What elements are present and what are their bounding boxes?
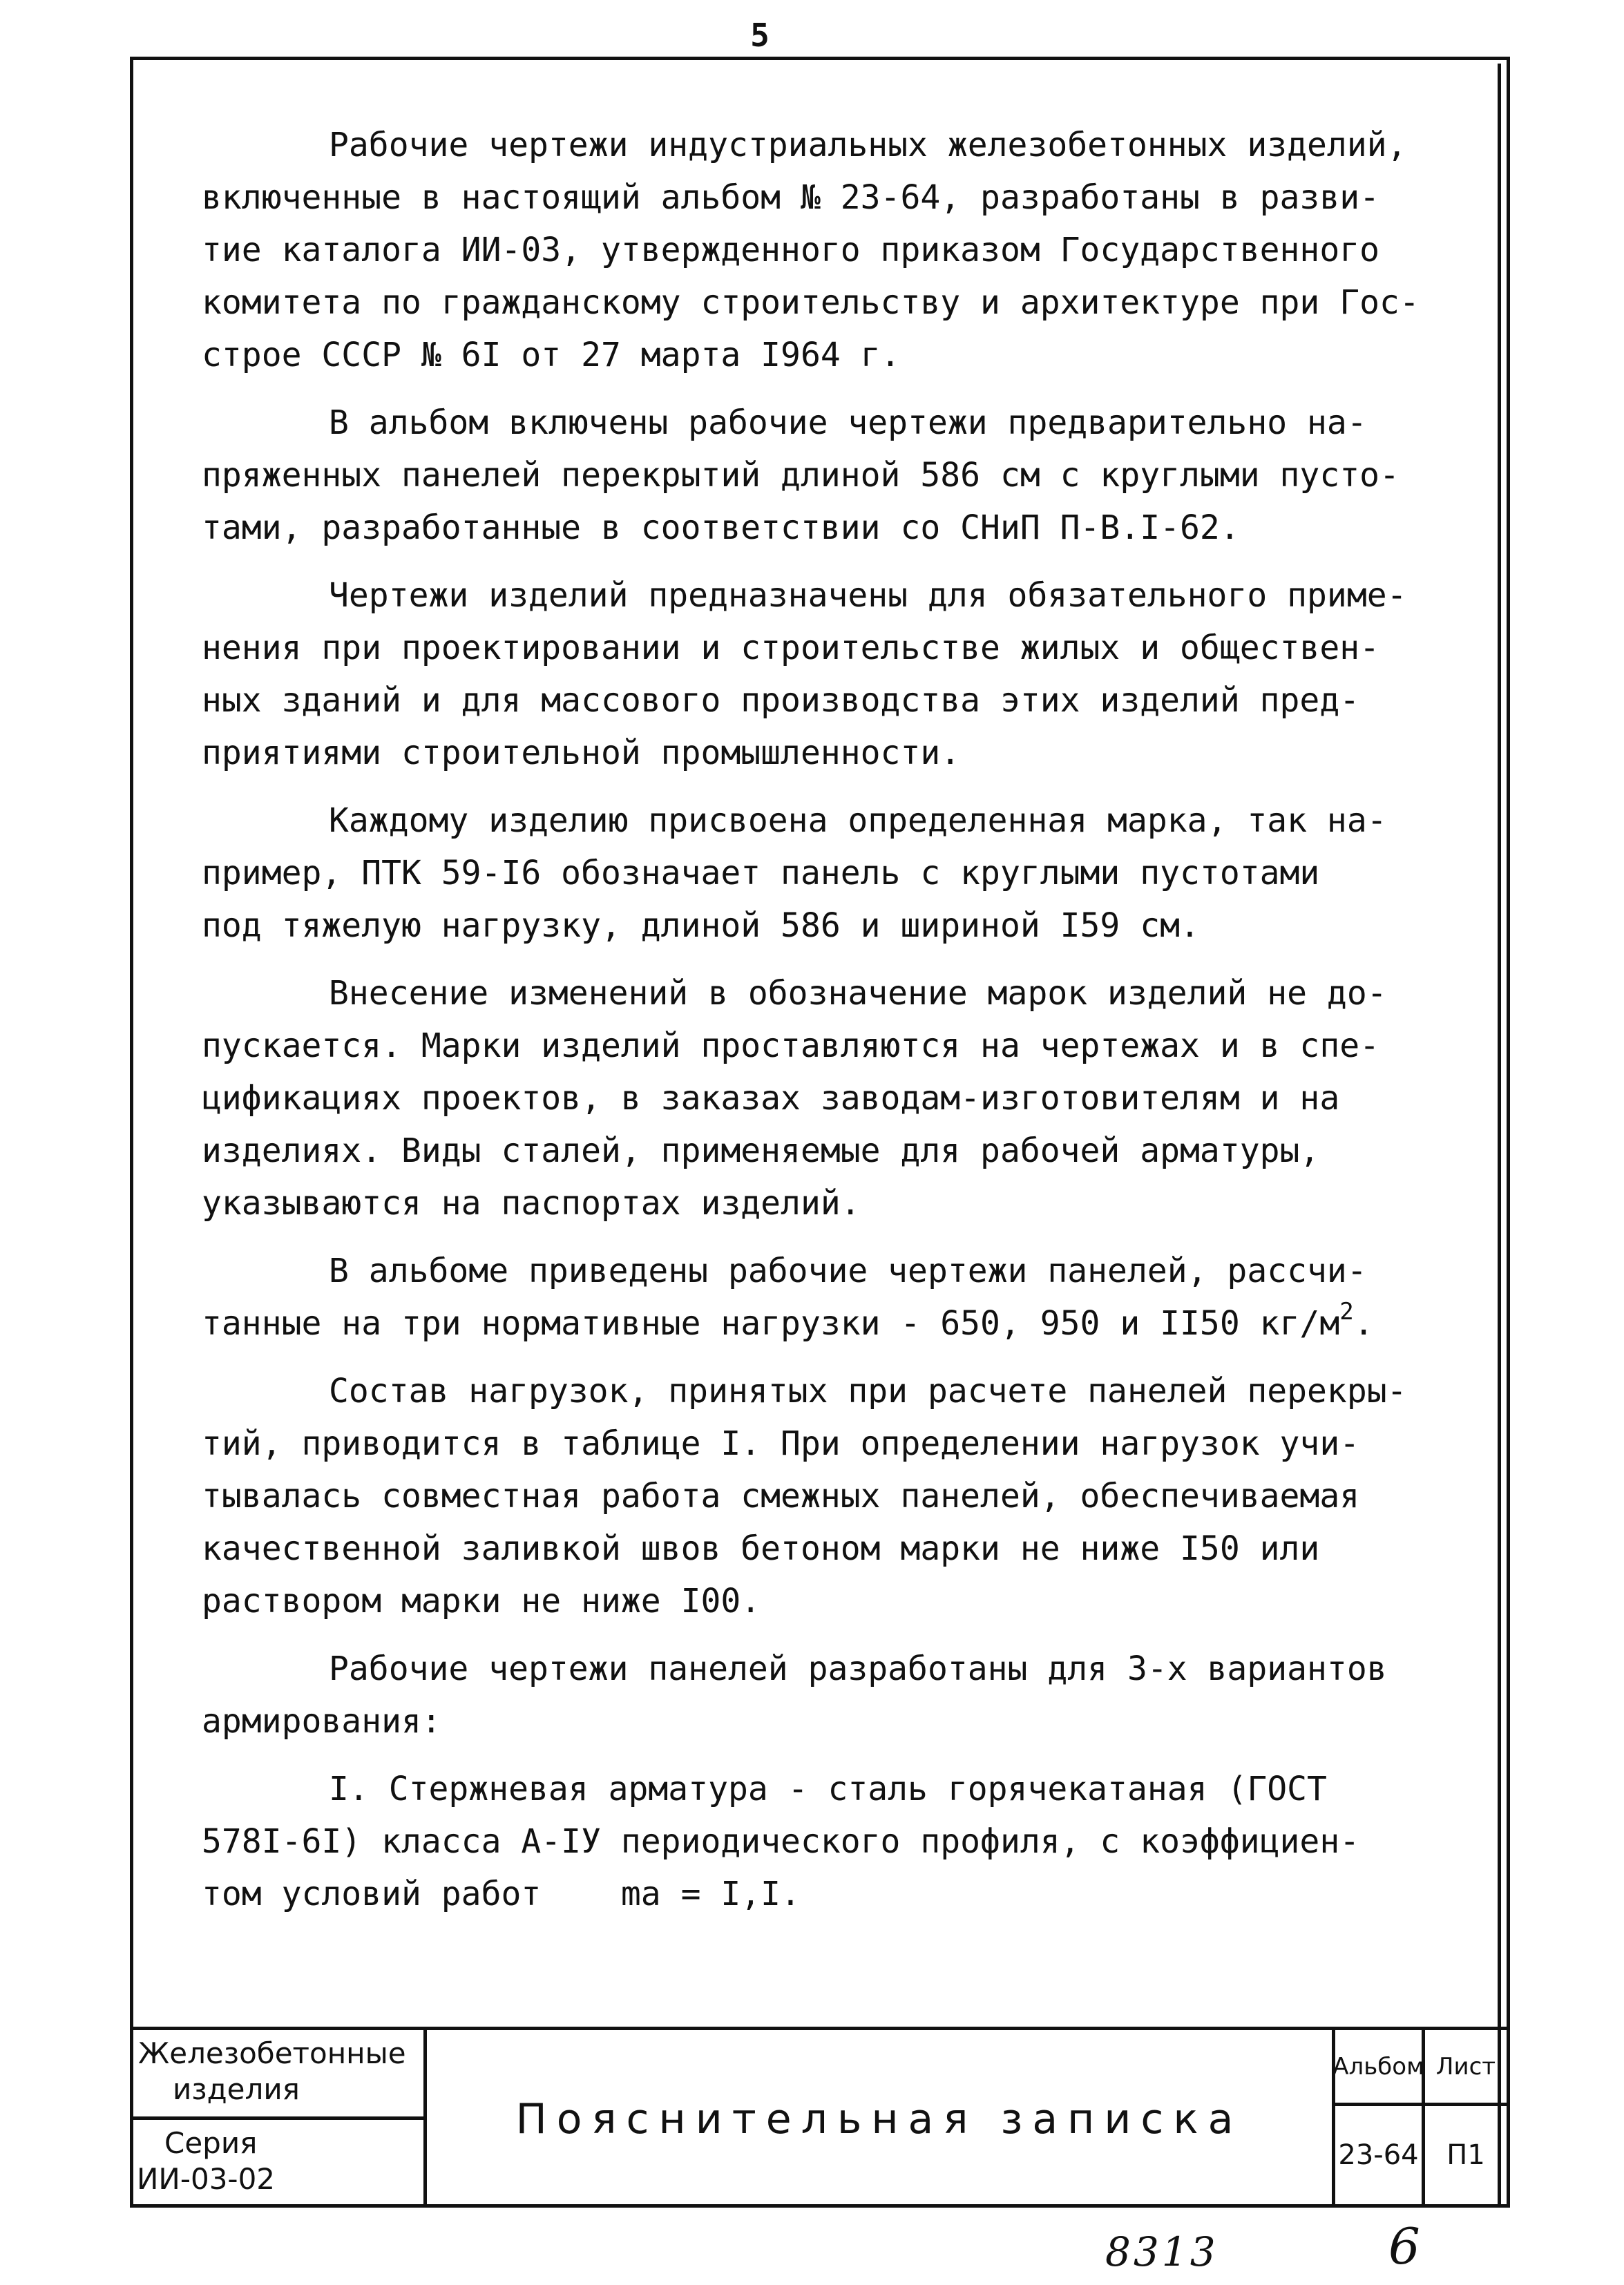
album-label: Альбом [1335, 2030, 1422, 2106]
org-line-2: изделия [173, 2072, 300, 2106]
text-line: В альбом включены рабочие чертежи предварительно на- [329, 403, 1367, 442]
text-line: Состав нагрузок, принятых при расчете панелей перекры- [329, 1372, 1407, 1411]
title-block [130, 2027, 1510, 2208]
text-line-end: . [1353, 1304, 1374, 1343]
text-line: Каждому изделию присвоена определенная марка, так на- [329, 801, 1387, 840]
text-line: пряженных панелей перекрытий длиной 586 см с круглыми пусто- [202, 456, 1399, 495]
text-line: указываются на паспортах изделий. [202, 1184, 861, 1223]
sheet-cell [1422, 2030, 1507, 2208]
frame-inner-line [1498, 64, 1501, 2205]
text-line: строе СССР № 6I от 27 марта I964 г. [202, 336, 901, 374]
text-line: В альбоме приведены рабочие чертежи панелей, рассчи- [329, 1252, 1367, 1290]
paragraph-4 [202, 794, 1487, 952]
text-line: ных зданий и для массового производства этих изделий пред- [202, 681, 1360, 720]
text-line: изделиях. Виды сталей, применяемые для рабочей арматуры, [202, 1131, 1320, 1170]
text-line: под тяжелую нагрузку, длиной 586 и шириной I59 см. [202, 906, 1200, 945]
text-line: I. Стержневая арматура - сталь горячекатаная (ГОСТ [329, 1770, 1327, 1808]
text-line [202, 1297, 1487, 1350]
text-line: Внесение изменений в обозначение марок изделий не до- [329, 974, 1387, 1013]
text-line: тий, приводится в таблице I. При определении нагрузок учи- [202, 1424, 1360, 1463]
title-block-left [130, 2030, 427, 2208]
document-title: Пояснительная записка [515, 2094, 1243, 2143]
series-value: ИИ-03-02 [137, 2162, 276, 2196]
sheet-value: П1 [1446, 2139, 1485, 2171]
text-line-main: танные на три нормативные нагрузки - 650, 950 и II50 кг/м [202, 1304, 1340, 1343]
text-line: комитета по гражданскому строительству и архитектуре при Гос- [202, 283, 1420, 322]
text-line: пускается. Марки изделий проставляются на чертежах и в спе- [202, 1026, 1380, 1065]
paragraph-5 [202, 967, 1487, 1230]
text-line: Чертежи изделий предназначены для обязательного приме- [329, 576, 1407, 615]
page-number: 5 [750, 17, 770, 54]
org-line-1: Железобетонные [138, 2036, 406, 2070]
text-line: качественной заливкой швов бетоном марки не ниже I50 или [202, 1529, 1320, 1568]
text-line: том условий работ mа = I,I. [202, 1875, 801, 1913]
body-text [202, 119, 1487, 1935]
text-line: включенные в настоящий альбом № 23-64, разработаны в разви- [202, 178, 1380, 217]
text-line: нения при проектировании и строительстве жилых и обществен- [202, 629, 1380, 667]
text-line: цификациях проектов, в заказах заводам-изготовителям и на [202, 1079, 1340, 1118]
text-line: раствором марки не ниже I00. [202, 1582, 761, 1620]
paragraph-3 [202, 569, 1487, 779]
series-cell [130, 2120, 423, 2208]
handwritten-sheet-number: 6 [1388, 2217, 1420, 2275]
text-line: пример, ПТК 59-I6 обозначает панель с круглыми пустотами [202, 854, 1320, 892]
paragraph-6 [202, 1245, 1487, 1350]
paragraph-7 [202, 1365, 1487, 1627]
album-cell [1332, 2030, 1422, 2208]
text-line: тие каталога ИИ-03, утвержденного приказом Государственного [202, 231, 1380, 269]
organization-cell [130, 2030, 423, 2120]
series-label: Серия [164, 2126, 258, 2160]
text-line: тывалась совместная работа смежных панелей, обеспечиваемая [202, 1477, 1360, 1516]
text-line: 578I-6I) класса А-IУ периодического профиля, с коэффициен- [202, 1822, 1360, 1861]
text-line: приятиями строительной промышленности. [202, 734, 961, 772]
text-line: Рабочие чертежи индустриальных железобетонных изделий, [329, 126, 1407, 164]
text-line: армирования: [202, 1702, 441, 1741]
paragraph-1 [202, 119, 1487, 381]
album-value: 23-64 [1338, 2139, 1419, 2171]
sheet-label: Лист [1425, 2030, 1507, 2106]
paragraph-8 [202, 1643, 1487, 1748]
text-line: тами, разработанные в соответствии со СНиП П-В.I-62. [202, 508, 1240, 547]
superscript: 2 [1339, 1298, 1354, 1326]
paragraph-9 [202, 1763, 1487, 1920]
handwritten-number: 8313 [1105, 2228, 1219, 2275]
paragraph-2 [202, 396, 1487, 554]
text-line: Рабочие чертежи панелей разработаны для 3-х вариантов [329, 1650, 1387, 1688]
